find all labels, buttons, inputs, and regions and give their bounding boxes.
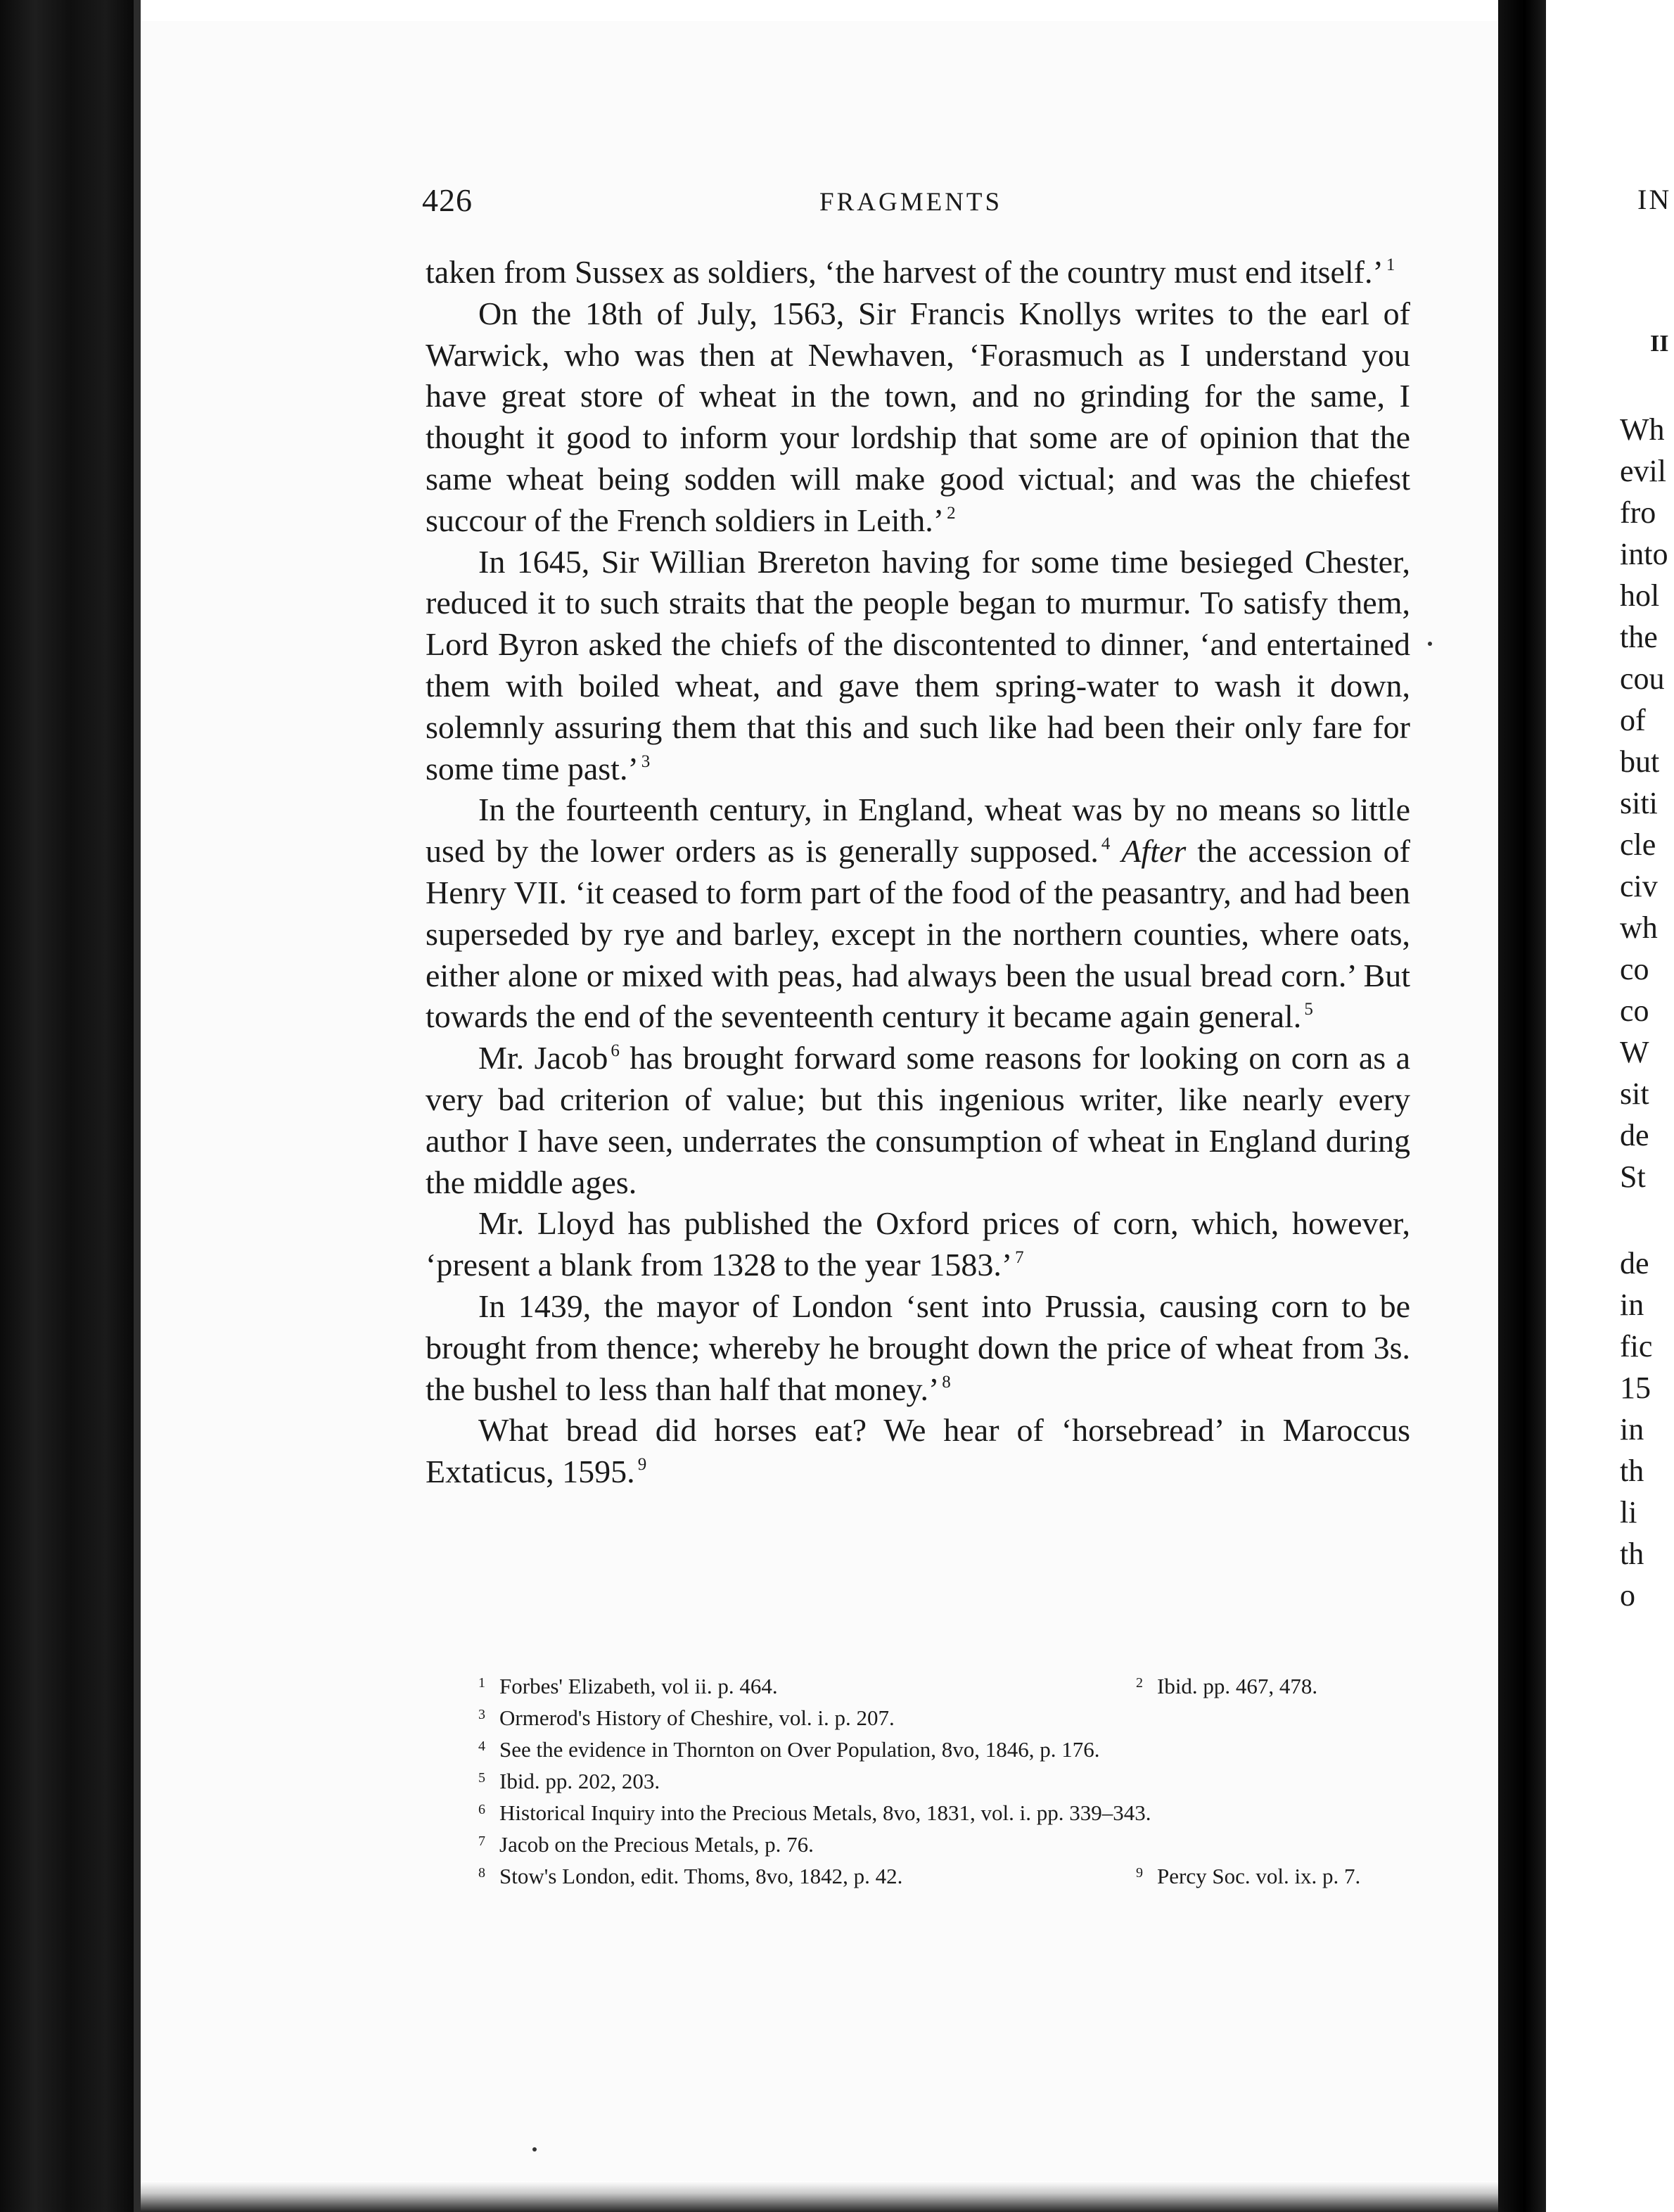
facing-page-line: de	[1620, 1118, 1649, 1152]
paragraph	[426, 1038, 1410, 1203]
footnote	[478, 1762, 1435, 1794]
footnote-text: Percy Soc. vol. ix. p. 7.	[1157, 1864, 1361, 1888]
paragraph-text: Mr. Lloyd has published the Oxford prices of corn, which, however, ‘present a blank from 1328 to the year 1583.’	[426, 1205, 1410, 1283]
paragraph	[426, 542, 1410, 790]
footnote-text: Forbes' Elizabeth, vol ii. p. 464.	[499, 1674, 778, 1698]
footnotes	[478, 1667, 1435, 1889]
footnote	[1136, 1857, 1360, 1892]
facing-page-line: co	[1620, 993, 1649, 1028]
facing-page-running-head: IN	[1637, 184, 1672, 215]
facing-page-line: th	[1620, 1537, 1644, 1571]
footnote-reference: 5	[1304, 1000, 1313, 1019]
paragraph-text: taken from Sussex as soldiers, ‘the harvest of the country must end itself.’	[426, 254, 1384, 290]
facing-page-line: of	[1620, 703, 1646, 737]
paragraph-text: has brought forward some reasons for looking on corn as a very bad criterion of value; but this ingenious writer, like nearly every author I have seen, underrates the consumption of wheat in England during the middle ages.	[426, 1040, 1410, 1200]
stray-mark	[1428, 642, 1432, 646]
footnote-text: See the evidence in Thornton on Over Population, 8vo, 1846, p. 176.	[499, 1737, 1100, 1762]
paragraph	[426, 252, 1410, 293]
footnote-text: Ormerod's History of Cheshire, vol. i. p. 207.	[499, 1705, 895, 1730]
stray-mark	[532, 2147, 537, 2151]
footnote-reference: 3	[641, 751, 651, 771]
footnote-text: Ibid. pp. 202, 203.	[499, 1769, 660, 1793]
paragraph	[426, 789, 1410, 1038]
facing-page-line: in	[1620, 1288, 1644, 1322]
page-bottom-edge	[141, 2181, 1498, 2212]
paragraph-text: In the fourteenth century, in England, wheat was by no means so little used by the lower orders as is generally supposed.	[426, 792, 1410, 870]
footnote-text: Stow's London, edit. Thoms, 8vo, 1842, p. 42.	[499, 1864, 903, 1888]
footnote	[478, 1667, 1435, 1699]
facing-page-line: 15	[1620, 1371, 1651, 1405]
paragraph	[426, 1203, 1410, 1286]
italic-text: After	[1121, 833, 1187, 870]
footnote	[478, 1857, 1435, 1889]
facing-page-line: fic	[1620, 1329, 1653, 1364]
facing-page-line: sit	[1620, 1076, 1649, 1111]
footnote-number: 7	[478, 1833, 485, 1849]
facing-page-line: Wh	[1620, 412, 1665, 447]
facing-page-line: de	[1620, 1246, 1649, 1280]
facing-page-line: hol	[1620, 578, 1660, 613]
paragraph-text: the accession of Henry VII. ‘it ceased to form part of the food of the peasantry, and had been superseded by rye and barley, except in the northern counties, where oats, either alone or mixed with peas, had always been the usual bread corn.’ But towards the end of the seventeenth century it became again general.	[426, 833, 1410, 1035]
facing-page-line: o	[1620, 1578, 1635, 1613]
footnote-text: Ibid. pp. 467, 478.	[1157, 1674, 1318, 1698]
facing-page-line: wh	[1620, 910, 1658, 945]
paragraph-text: What bread did horses eat? We hear of ‘horsebread’ in Maroccus Extaticus, 1595.	[426, 1412, 1410, 1490]
footnote-reference: 9	[637, 1455, 647, 1475]
footnote-text: Jacob on the Precious Metals, p. 76.	[499, 1832, 814, 1857]
footnote-reference: 2	[947, 503, 956, 523]
footnote-number: 4	[478, 1739, 485, 1754]
page-number: 426	[422, 182, 473, 218]
facing-page-line: li	[1620, 1495, 1637, 1530]
footnote	[1136, 1667, 1317, 1702]
footnote-number: 9	[1136, 1865, 1143, 1881]
footnote-reference: 4	[1101, 834, 1111, 854]
facing-page-line: W	[1620, 1035, 1649, 1069]
facing-page-line: in	[1620, 1412, 1644, 1447]
facing-page-line: evil	[1620, 454, 1666, 488]
footnote-number: 3	[478, 1707, 485, 1722]
page-header	[422, 182, 1407, 224]
footnote-number: 6	[478, 1802, 485, 1817]
facing-page-subheading: II	[1650, 331, 1669, 357]
paragraph-text: Mr. Jacob	[478, 1040, 608, 1076]
footnote-text: Historical Inquiry into the Precious Metals, 8vo, 1831, vol. i. pp. 339–343.	[499, 1800, 1151, 1825]
facing-page-line: the	[1620, 620, 1658, 654]
facing-page-line: civ	[1620, 869, 1658, 903]
facing-page-line: St	[1620, 1159, 1646, 1194]
facing-page-line: cou	[1620, 661, 1665, 696]
paragraph-text: In 1645, Sir Willian Brereton having for some time besieged Chester, reduced it to such straits that the people began to murmur. To satisfy them, Lord Byron asked the chiefs of the discontented to dinner, ‘and entertained them with boiled wheat, and gave them spring-water to wash it down, solemnly assuring them that this and such like had been their only fare for some time past.’	[426, 543, 1410, 787]
footnote-reference: 8	[942, 1372, 951, 1392]
footnote-number: 5	[478, 1770, 485, 1786]
footnote	[478, 1699, 1435, 1731]
facing-page-line: cle	[1620, 827, 1656, 862]
paragraph-text: In 1439, the mayor of London ‘sent into Prussia, causing corn to be brought from thence; whereby he brought down the price of wheat from 3s. the bushel to less than half that money.’	[426, 1288, 1410, 1407]
facing-page-line: th	[1620, 1454, 1644, 1488]
footnote	[478, 1731, 1435, 1762]
body-text	[426, 252, 1410, 1493]
facing-page-line: co	[1620, 952, 1649, 986]
paragraph-text: On the 18th of July, 1563, Sir Francis Knollys writes to the earl of Warwick, who was then at Newhaven, ‘Forasmuch as I understand you have great store of wheat in the town, and no grinding for the same, I thought it good to inform your lordship that some are of opinion that the same wheat being sodden will make good victual; and was the chiefest succour of the French soldiers in Leith.’	[426, 295, 1410, 538]
footnote-reference: 7	[1015, 1248, 1024, 1268]
facing-page-line: siti	[1620, 786, 1658, 820]
facing-page-line: fro	[1620, 495, 1656, 530]
footnote-number: 8	[478, 1865, 485, 1881]
footnote-number: 2	[1136, 1675, 1143, 1691]
left-binding-edge	[0, 0, 141, 2212]
footnote-reference: 6	[611, 1041, 620, 1061]
paragraph	[426, 1410, 1410, 1493]
paragraph	[426, 293, 1410, 542]
footnote-reference: 1	[1386, 255, 1395, 274]
book-gutter	[1498, 0, 1546, 2212]
paragraph	[426, 1286, 1410, 1410]
facing-page-fragment	[1546, 0, 1674, 2212]
footnote	[478, 1794, 1435, 1826]
running-head: FRAGMENTS	[819, 188, 1003, 217]
facing-page-line: into	[1620, 537, 1668, 571]
footnote	[478, 1826, 1435, 1857]
facing-page-line: but	[1620, 744, 1660, 779]
footnote-number: 1	[478, 1675, 485, 1691]
